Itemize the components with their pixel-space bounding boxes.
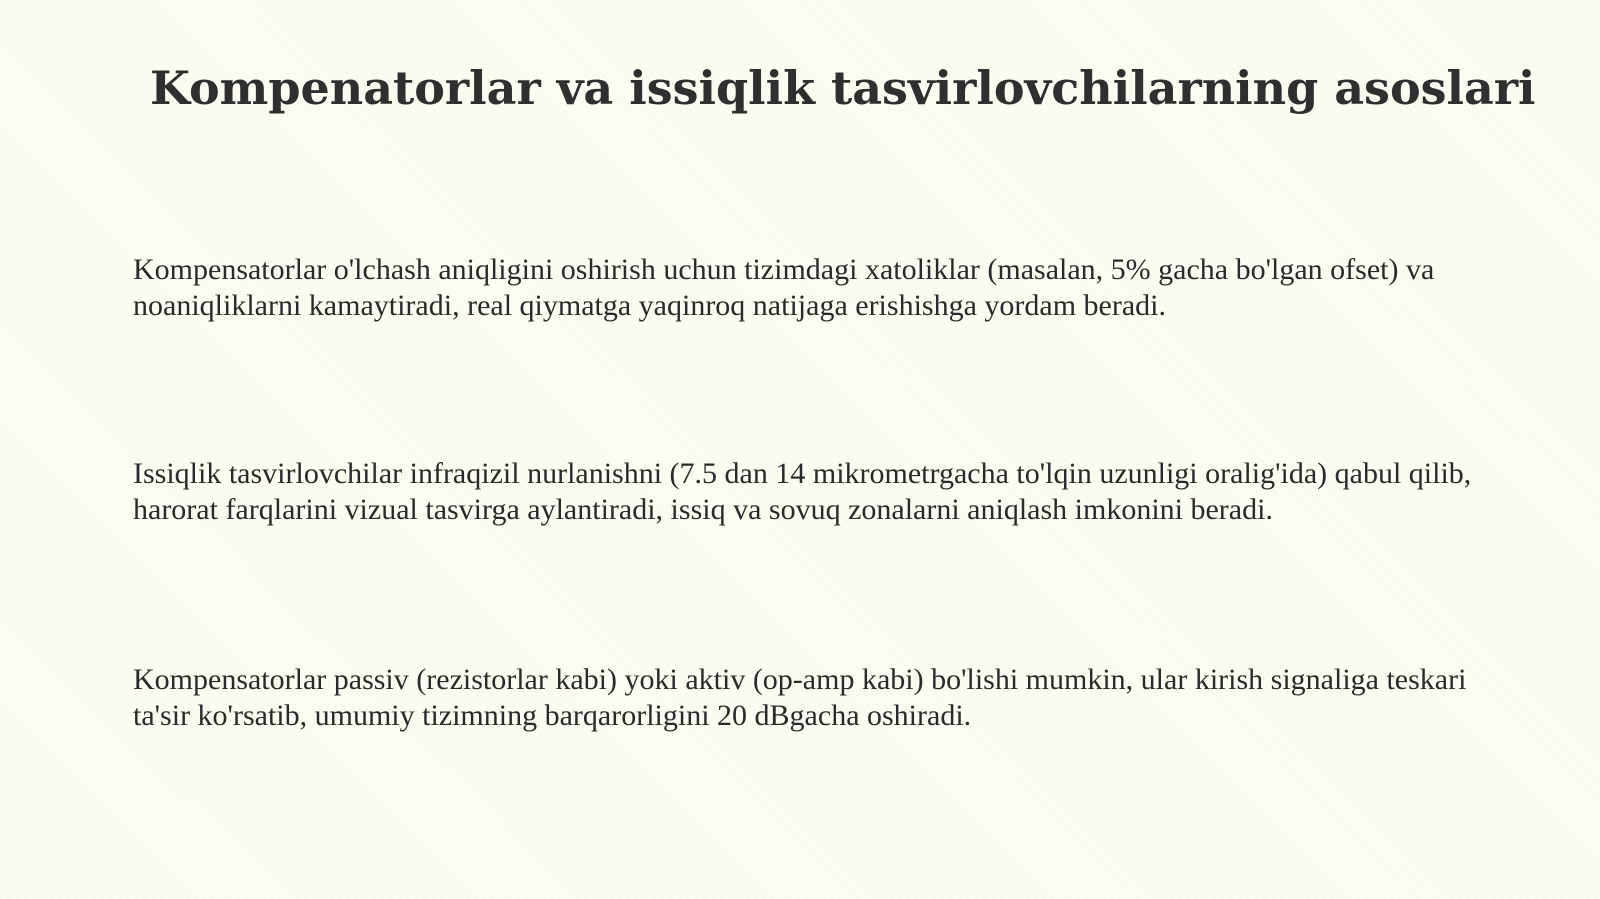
- paragraph-compensators-accuracy: Kompensatorlar o'lchash aniqligini oshirish uchun tizimdagi xatoliklar (masalan, 5% gacha bo'lgan ofset) va noaniqliklarni kamaytiradi, real qiymatga yaqinroq natijaga erishishga yordam beradi.: [133, 253, 1435, 322]
- paragraph-compensator-types: Kompensatorlar passiv (rezistorlar kabi) yoki aktiv (op-amp kabi) bo'lishi mumkin, ular kirish signaliga teskari ta'sir ko'rsatib, umumiy tizimning barqarorligini 20 dBgacha oshiradi.: [133, 663, 1467, 732]
- paragraph-thermal-imagers: Issiqlik tasvirlovchilar infraqizil nurlanishni (7.5 dan 14 mikrometrgacha to'lqin uzunligi oralig'ida) qabul qilib, harorat farqlarini vizual tasvirga aylantiradi, issiq va sovuq zonalarni aniqlash imkonini beradi.: [133, 457, 1472, 526]
- slide-title: Kompenatorlar va issiqlik tasvirlovchilarning asoslari: [150, 61, 1536, 115]
